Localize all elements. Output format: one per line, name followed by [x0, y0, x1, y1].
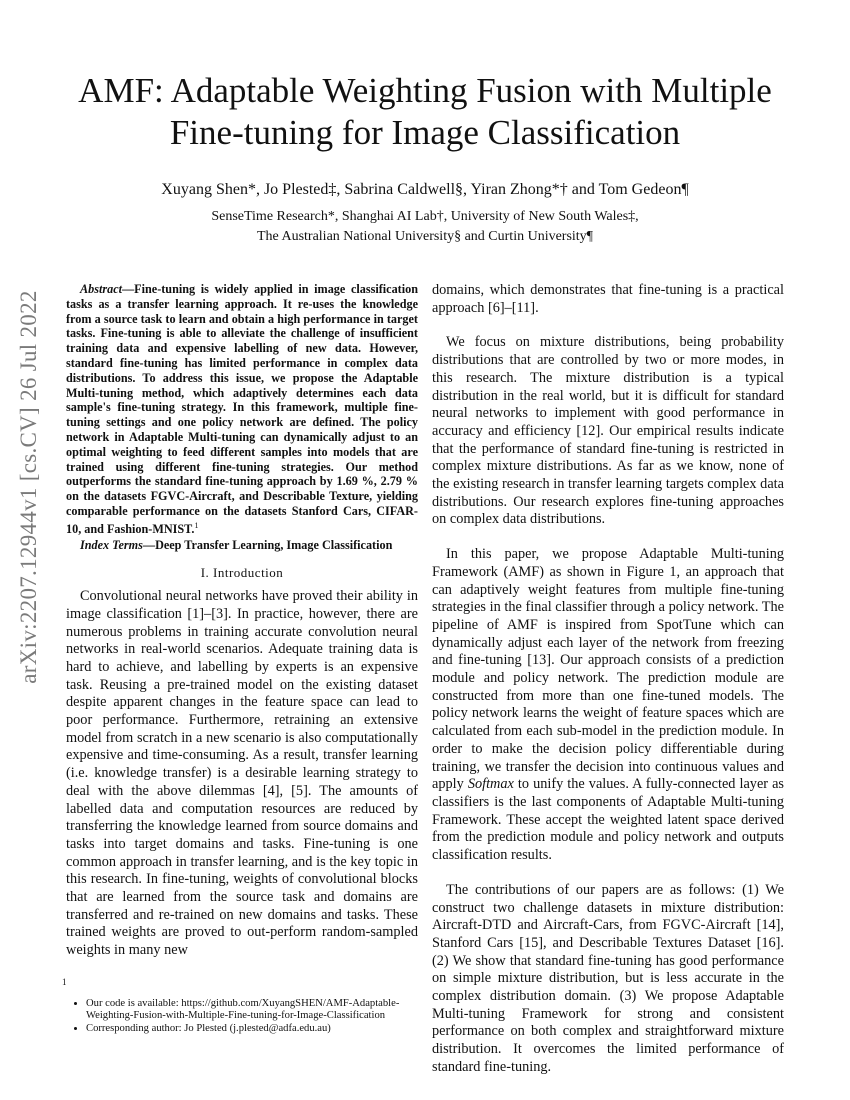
right-column	[432, 282, 784, 1077]
footnote-list	[66, 998, 418, 1036]
index-terms-label: Index Terms	[80, 537, 143, 552]
author-list: Xuyang Shen*, Jo Plested‡, Sabrina Caldwell§, Yiran Zhong*† and Tom Gedeon¶	[161, 181, 689, 198]
intro-paragraph-2: We focus on mixture distributions, being probability distributions that are controlled by two or more modes, in this research. The mixture distribution is a typical distribution in the real world, but it is difficult for standard neural networks to implement with good performance in accuracy and efficiency [12]. Our empirical results indicate that the performance of standard fine-tuning is restricted in complex mixture distributions. As far as we know, none of the existing research in transfer learning targets complex data distributions. Our research explores fine-tuning approaches on complex data distributions.	[432, 334, 784, 528]
abstract-footnote-ref: 1	[194, 520, 199, 530]
intro-paragraph-4: The contributions of our papers are as follows: (1) We construct two challenge datasets in mixture distribution: Aircraft-DTD and Aircraft-Cars, from FGVC-Aircraft [14], Stanford Cars [15], and Describable Textures Dataset [16]. (2) We show that standard fine-tuning has good performance on simple mixture distribution, but is less accurate in the complex distribution domain. (3) We propose Adaptable Multi-tuning Framework for strong and consistent performance on both complex and straightforward mixture distribution. It overcomes the limited performance of standard fine-tuning.	[432, 881, 784, 1075]
arxiv-identifier: arXiv:2207.12944v1 [cs.CV] 26 Jul 2022	[16, 290, 41, 684]
index-terms	[66, 538, 418, 553]
intro-paragraph-1-continued: domains, which demonstrates that fine-tuning is a practical approach [6]–[11].	[432, 282, 784, 316]
footnote-code-link: • Our code is available: https://github.com/XuyangSHEN/AMF-Adaptable-Weighting-Fusion-with-Multiple-Fine-tuning-for-Image-Classification	[86, 998, 418, 1023]
softmax-math: Softmax	[467, 776, 514, 793]
arxiv-sidebar-stamp	[12, 282, 46, 692]
left-column	[62, 282, 418, 1035]
footnote-corresponding-author: • Corresponding author: Jo Plested (j.plested@adfa.edu.au)	[86, 1023, 418, 1036]
intro-paragraph-3-part-a: In this paper, we propose Adaptable Multi-tuning Framework (AMF) as shown in Figure 1, an approach that can adaptively weight features from multiple fine-tuning strategies in the final classifier through a policy network. The pipeline of AMF is inspired from SpotTune which can dynamically adjust each layer of the network from freezing and fine-tuning [13]. Our approach consists of a prediction module and policy network. The prediction module are constructed from more than one fine-tuned models. The policy network learns the weight of feature spaces which are calculated from each sub-model in the prediction module. In order to make the decision policy differentiable during training, we transfer the decision into continuous values and apply	[432, 546, 784, 793]
intro-paragraph-1: Convolutional neural networks have proved their ability in image classification [1]–[3]. In practice, however, there are numerous problems in training accurate convolution neural networks in real-world scenarios. Adequate training data is hard to achieve, and labelling by experts is an expensive task. Reusing a pre-trained model on the existing dataset despite apparent changes in the feature space can lead to poor performance. Furthermore, retraining an extensive model from scratch in a new scenario is also computationally expensive and time-consuming. As a result, transfer learning (i.e. knowledge transfer) is a desirable learning strategy to deal with the above dilemmas [4], [5]. The amounts of labelled data and computation resources are reduced by transferring the knowledge learned from source domains and tasks into target domains and tasks. Fine-tuning is one common approach in transfer learning, and is the key topic in this research. In fine-tuning, weights of convolutional blocks that are learned from the source task and domains are transferred and re-trained on new domains and tasks. These trained weights are proved to out-perform random-sampled weights in many new	[66, 588, 418, 959]
abstract-label: Abstract	[80, 282, 122, 296]
index-terms-text: —Deep Transfer Learning, Image Classification	[142, 537, 393, 552]
affiliation-line-2: The Australian National University§ and Curtin University¶	[256, 229, 594, 244]
paper-title: AMF: Adaptable Weighting Fusion with Multiple Fine-tuning for Image Classification	[78, 71, 772, 152]
affiliations	[40, 207, 810, 247]
intro-paragraph-3	[432, 546, 784, 865]
intro-paragraph-3-part-b: to unify the values. A fully-connected layer as classifiers is the last components of Adaptable Multi-tuning Framework. These accept the weighted latent space derived from the prediction module and policy network and outputs classification results.	[432, 776, 784, 864]
abstract	[66, 282, 418, 537]
section-heading-introduction: I. Introduction	[200, 565, 284, 581]
affiliation-line-1: SenseTime Research*, Shanghai AI Lab†, University of New South Wales‡,	[211, 209, 639, 224]
abstract-text: —Fine-tuning is widely applied in image classification tasks as a transfer learning approach. It re-uses the knowledge from a source task to learn and obtain a high performance in target tasks. Fine-tuning is able to alleviate the challenge of insufficient training data and expensive labelling of new data. However, standard fine-tuning has limited performance in complex data distributions. To address this issue, we propose the Adaptable Multi-tuning method, which adaptively determines each data sample's fine-tuning strategy. In this framework, multiple fine-tuning settings and one policy network are defined. The policy network in Adaptable Multi-tuning can dynamically adjust to an optimal weighting to feed different samples into models that are trained using different fine-tuning strategies. Our method outperforms the standard fine-tuning approach by 1.69 %, 2.79 % on the datasets FGVC-Aircraft, and Describable Texture, yielding comparable performance on the datasets Stanford Cars, CIFAR-10, and Fashion-MNIST.	[66, 282, 418, 536]
footnote-mark: 1	[62, 976, 67, 987]
